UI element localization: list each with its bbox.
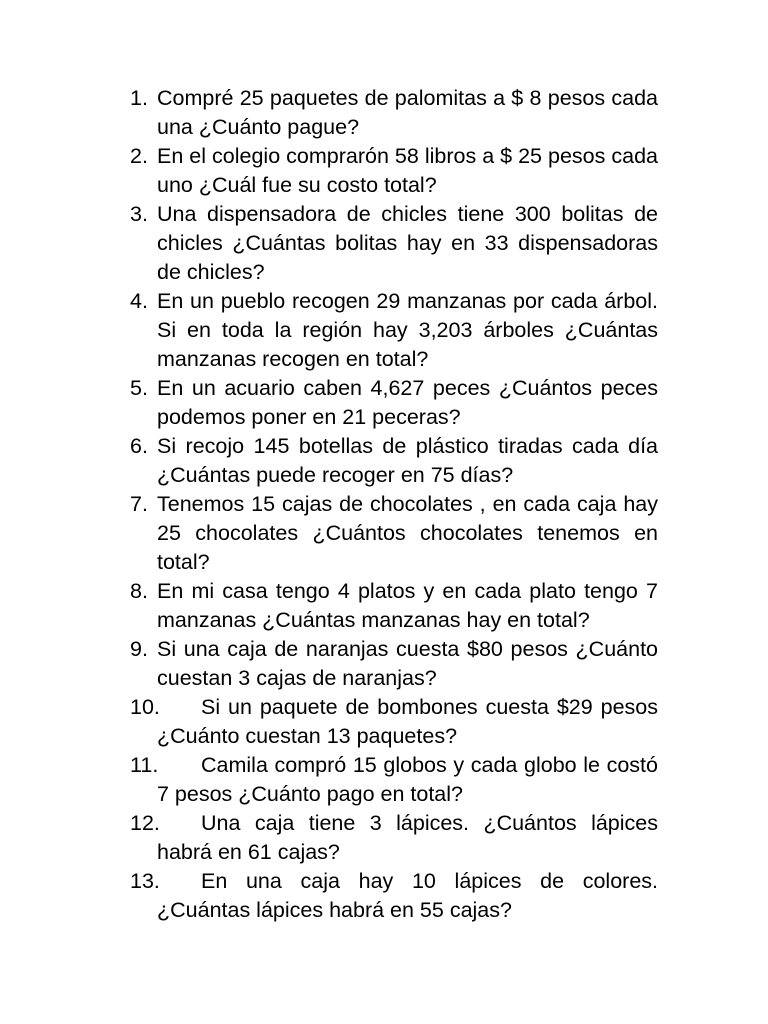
item-number: 8. — [130, 579, 148, 603]
item-number: 4. — [130, 289, 148, 313]
item-text: Si una caja de naranjas cuesta $80 pesos ¿Cuánto cuestan 3 cajas de naranjas? — [157, 637, 658, 690]
list-item — [130, 287, 658, 374]
item-number: 1. — [130, 86, 148, 110]
problem-list — [130, 84, 658, 925]
item-text: En un pueblo recogen 29 manzanas por cada árbol. Si en toda la región hay 3,203 árboles ¿Cuántas manzanas recogen en total? — [157, 289, 658, 371]
item-text: Camila compró 15 globos y cada globo le costó 7 pesos ¿Cuánto pago en total? — [157, 753, 658, 806]
list-item — [130, 809, 658, 867]
item-number: 6. — [130, 434, 148, 458]
item-text: Tenemos 15 cajas de chocolates , en cada caja hay 25 chocolates ¿Cuántos chocolates tenemos en total? — [157, 492, 658, 574]
list-item — [130, 490, 658, 577]
item-text: Si un paquete de bombones cuesta $29 pesos ¿Cuánto cuestan 13 paquetes? — [157, 695, 658, 748]
item-number: 3. — [130, 202, 148, 226]
list-item — [130, 374, 658, 432]
item-number: 7. — [130, 492, 148, 516]
item-number: 5. — [130, 376, 148, 400]
item-number: 13. — [130, 869, 160, 893]
list-item — [130, 751, 658, 809]
list-item — [130, 142, 658, 200]
item-text: Una dispensadora de chicles tiene 300 bolitas de chicles ¿Cuántas bolitas hay en 33 dispensadoras de chicles? — [157, 202, 658, 284]
list-item — [130, 867, 658, 925]
item-text: En mi casa tengo 4 platos y en cada plato tengo 7 manzanas ¿Cuántas manzanas hay en total? — [157, 579, 658, 632]
list-item — [130, 693, 658, 751]
item-text: Compré 25 paquetes de palomitas a $ 8 pesos cada una ¿Cuánto pague? — [157, 86, 658, 139]
item-text: Si recojo 145 botellas de plástico tiradas cada día ¿Cuántas puede recoger en 75 días? — [157, 434, 658, 487]
item-text: Una caja tiene 3 lápices. ¿Cuántos lápices habrá en 61 cajas? — [157, 811, 658, 864]
item-number: 9. — [130, 637, 148, 661]
item-number: 12. — [130, 811, 160, 835]
item-text: En una caja hay 10 lápices de colores. ¿Cuántas lápices habrá en 55 cajas? — [157, 869, 658, 922]
item-text: En un acuario caben 4,627 peces ¿Cuántos peces podemos poner en 21 peceras? — [157, 376, 658, 429]
list-item — [130, 577, 658, 635]
item-number: 11. — [130, 753, 159, 777]
list-item — [130, 200, 658, 287]
list-item — [130, 432, 658, 490]
list-item — [130, 635, 658, 693]
item-number: 10. — [130, 695, 160, 719]
item-number: 2. — [130, 144, 148, 168]
item-text: En el colegio comprarón 58 libros a $ 25 pesos cada uno ¿Cuál fue su costo total? — [157, 144, 658, 197]
list-item — [130, 84, 658, 142]
